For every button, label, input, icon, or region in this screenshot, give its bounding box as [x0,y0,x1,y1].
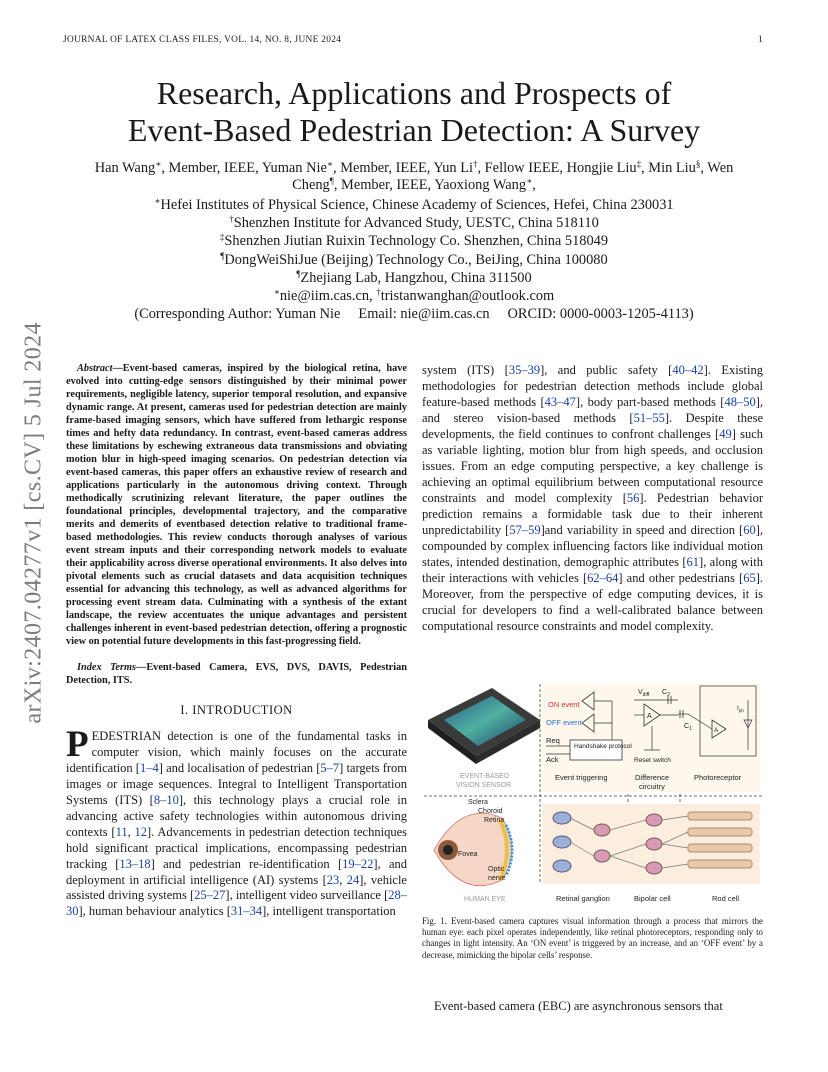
citation-link[interactable]: 23 [326,872,340,887]
affiliation-mark: ‡ [219,232,225,243]
evs-label-1: EVENT-BASED [460,773,510,780]
affiliation-text: Hefei Institutes of Physical Science, Chinese Academy of Sciences, Hefei, China 230031 [160,197,674,213]
corresponding-author: (Corresponding Author: Yuman Nie Email: nie@iim.cas.cn ORCID: 0000-0003-1205-4113) [134,306,694,323]
citation-link[interactable]: 12 [134,824,147,839]
affiliation-line [60,196,768,214]
affiliation-line [60,232,768,250]
choroid-label: Choroid [478,808,503,815]
drop-cap: P [66,724,89,766]
body-text: ] such as variable lighting, motion blur from high speeds, and occlusion issues. From an edge computing perspective, a key challenge is achieving an optimal equilibrium between computational resource constraints and model complexity [ [422,427,764,506]
citation-link[interactable]: 28–30 [66,888,407,919]
citation-link[interactable]: 35–39 [508,363,541,377]
intro-paragraph [66,724,407,920]
citation-link[interactable]: 43–47 [544,395,576,410]
citation-link[interactable]: 61 [686,555,700,570]
author-mark: ∗ [526,176,533,186]
intro-text: ]. Advancements in pedestrian detection techniques hold significant practical implications, encompassing pedestrian tracking [ [66,824,407,871]
intro-text: ], this technology plays a crucial role in advancing active safety technologies within autonomous driving contexts [ [66,792,407,839]
author-role: , Member, IEEE, [161,160,262,176]
body-text: ] and other pedestrians [ [618,571,744,586]
fovea-label: Fovea [458,851,478,858]
citation-link[interactable]: 51–55 [633,411,665,426]
author-name: Han Wang [94,160,156,176]
affiliation-text: DongWeiShiJue (Beijing) Technology Co., BeiJing, China 100080 [224,251,608,268]
affiliation-mark: ¶ [296,268,301,279]
handshake-label: Handshake protocol [574,743,632,750]
index-terms-text: —Event-based Camera, EVS, DVS, DAVIS, Pedestrian Detection, ITS. [66,662,407,687]
c1-label: $C_1$ [684,723,692,732]
affiliation-line [60,251,768,269]
affiliation-mark: † [229,214,234,225]
retina-label: Retina [484,817,505,824]
figure-caption: Fig. 1. Event-based camera captures visual information through a process that mirrors the human eye: each pixel operates independently, like retinal photoreceptors, responding only to changes in light intensity. An ‘ON event’ is triggered by an increase, and an ‘OFF event’ by a decrease, mimicking the bipolar cells’ response. [422,916,763,960]
body-text: ], along with their interactions with vehicles [ [422,555,763,586]
citation-link[interactable]: 48–50 [724,395,756,410]
vdiff-label: $V_{diff}$ [638,689,650,698]
email-mark: † [376,287,381,298]
abstract-label: Abstract [77,363,113,374]
intro-text: ] targets from images or image sequences. Integral to Intelligent Transportation Systems (ITS) [ [66,761,407,807]
citation-link[interactable]: 24 [346,872,360,887]
title-line-2: Event-Based Pedestrian Detection: A Survey [127,112,701,148]
email-mark: ∗ [273,287,280,298]
intro-text: ], vehicle assisted driving systems [ [66,872,407,903]
citation-link[interactable]: 11 [115,824,128,839]
abstract [66,362,407,648]
difference-label-1: Difference [635,773,670,782]
email-1: nie@iim.cas.cn, [279,288,377,305]
affiliation-mark: ∗ [154,196,161,206]
title-line-1: Research, Applications and Prospects of [156,75,672,111]
arxiv-stamp: arXiv:2407.04277v1 [cs.CV] 5 Jul 2024 [20,322,47,724]
citation-link[interactable]: 60 [743,523,756,538]
citation-link[interactable]: 40–42 [672,363,704,377]
affiliation-line [60,269,768,287]
author-mark: ∗ [155,159,162,169]
author-role: , [532,177,536,193]
difference-label-2: circuitry [639,782,665,791]
page-number: 1 [758,35,763,45]
author-mark: ‡ [636,159,642,169]
body-text: ], compounded by complex influencing factors like individual motion states, intended destination, demographic attributes [ [422,523,763,570]
author-name: Yun Li [433,160,473,176]
body-text: ], and public safety [ [540,363,673,377]
citation-link[interactable]: 19–22 [342,856,374,871]
body-text: ]and variability in speed and direction [ [540,523,744,538]
email-line [60,287,768,305]
author-name: Yuman Nie [261,160,327,176]
author-role: , Wen [700,160,734,176]
figure-diagram [422,680,764,910]
author-list [60,160,768,194]
bipolar-cell-label: Bipolar cell [634,894,671,903]
on-event-label: ON event [548,700,580,709]
author-role: , [641,160,649,176]
section-heading: I. INTRODUCTION [180,703,293,718]
left-column [66,362,407,920]
body-text-last-line: Event-based camera (EBC) are asynchronous sensors that [434,999,723,1013]
affiliation-mark: ¶ [220,250,225,261]
author-mark: ∗ [326,159,334,169]
author-role: , Member, IEEE, [333,160,434,176]
affiliation-line [60,214,768,232]
photoreceptor-label: Photoreceptor [694,773,742,782]
intro-text: , [339,872,347,887]
intro-text: EDESTRIAN detection is one of the fundamental tasks in computer vision, which mainly focuses on the accurate identification [ [66,729,407,776]
reset-switch-label: Reset switch [634,757,671,764]
running-header: JOURNAL OF LATEX CLASS FILES, VOL. 14, NO. 8, JUNE 2024 [63,35,342,45]
right-column [422,362,763,634]
abstract-text: —Event-based cameras, inspired by the biological retina, have evolved into cutting-edge sensors distinguished by their minimal power requirements, negligible latency, superior temporal resolution, and expansive dynamic range. At present, cameras used for pedestrian detection are mainly frame-based imaging sensors, which have suffered from lethargic response times and hefty data redundancy. In contrast, event-based cameras address these limitations by eschewing extraneous data transmissions and obviating motion blur in high-speed imaging scenarios. On pedestrian detection via event-based cameras, this paper offers an exhaustive review of research and applications particularly in the autonomous driving context. Through methodically scrutinizing relevant literature, the paper outlines the foundational principles, developmental trajectory, and the comparative merits and demerits of eventbased detection relative to traditional frame-based methodologies. This review conducts thorough analyses of various event stream inputs and their corresponding network models to evaluate their applicability across diverse operational environments. It also delves into pivotal elements such as crucial datasets and data acquisition techniques essential for advancing this technology, as well as advanced algorithms for processing event stream data. Culminating with a synthesis of the extant landscape, the review accentuates the unique advantages and persistent challenges inherent in event-based pedestrian detection, offering a prognostic view on potential future developments in this fast-progressing field. [66,363,407,648]
iph-label: $I_{ph}$ [737,705,744,713]
intro-text: ], and deployment in artificial intelligence (AI) systems [ [66,856,407,887]
citation-link[interactable]: 62–64 [587,571,619,586]
affiliation-text: Shenzhen Jiutian Ruixin Technology Co. Shenzhen, China 518049 [224,233,609,250]
citation-link[interactable]: 8–10 [153,792,179,807]
author-role: , Member, IEEE, [333,177,435,193]
index-terms-label: Index Terms [77,662,137,674]
author-role: , Fellow IEEE, [477,160,567,176]
citation-link[interactable]: 65 [743,571,756,586]
body-text: ]. Pedestrian behavior prediction remains a formidable task due to their inherent unpredictability [ [422,491,763,538]
author-name: Cheng [292,177,330,193]
intro-text: ], intelligent video surveillance [ [225,888,389,903]
author-name: Min Liu [648,160,696,176]
off-event-label: OFF event [546,718,582,727]
author-mark: ¶ [329,176,334,186]
body-text: ], and stereo vision-based methods [ [422,395,763,426]
citation-link[interactable]: 13–18 [119,856,151,871]
author-mark: § [695,159,701,169]
author-name: Yaoxiong Wang [434,177,527,193]
intro-text: , [127,824,135,839]
affiliations [60,196,768,323]
intro-text: ], intelligent transportation [262,904,396,919]
paper-title [60,75,768,149]
index-terms [66,661,407,687]
email-2: tristanwanghan@outlook.com [380,288,555,305]
body-text: ], body part-based methods [ [575,395,725,410]
amp-label: A [714,727,719,734]
human-eye-label: HUMAN EYE [464,896,506,903]
retinal-ganglion-label: Retinal ganglion [556,894,610,903]
sensor-chip-image [428,688,540,764]
amp-label: A [647,713,652,720]
intro-text: ], human behaviour analytics [ [78,904,231,919]
retina-cells-illustration [542,804,760,884]
optic-label-1: Optic [488,866,505,873]
c2-label: $C_2$ [662,689,670,698]
body-text: ]. Moreover, from the perspective of edge computing devices, it is crucial for developers to find a well-calibrated balance between computational resource constraints and model complexity. [422,571,763,634]
affiliation-text: Shenzhen Institute for Advanced Study, UESTC, China 518110 [233,215,599,232]
ack-label: Ack [546,755,559,764]
sclera-label: Sclera [468,799,488,806]
author-mark: † [472,159,478,169]
affiliation-text: Zhejiang Lab, Hangzhou, China 311500 [300,269,532,286]
intro-text: ] and localisation of pedestrian [ [158,761,321,776]
body-text: ]. Despite these developments, the field continues to confront challenges [ [422,411,763,442]
citation-link[interactable]: 56 [626,491,640,506]
figure-1 [422,680,764,910]
right-paragraph [422,362,763,634]
citation-link[interactable]: 49 [719,427,732,442]
citation-link[interactable]: 5–7 [320,761,340,776]
body-text: ]. Existing methodologies for pedestrian detection methods include global feature-based methods [ [422,363,763,410]
body-text: system (ITS) [ [422,363,509,377]
citation-link[interactable]: 1–4 [139,761,159,776]
optic-label-2: nerve [488,875,506,882]
author-name: Hongjie Liu [566,160,637,176]
event-triggering-label: Event triggering [555,773,608,782]
citation-link[interactable]: 25–27 [194,888,226,903]
evs-label-2: VISION SENSOR [456,782,512,789]
intro-text: ] and pedestrian re-identification [ [150,856,343,871]
req-label: Req [546,736,560,745]
citation-link[interactable]: 31–34 [230,904,263,919]
citation-link[interactable]: 57–59 [509,523,541,538]
rod-cell-label: Rod cell [712,894,740,903]
